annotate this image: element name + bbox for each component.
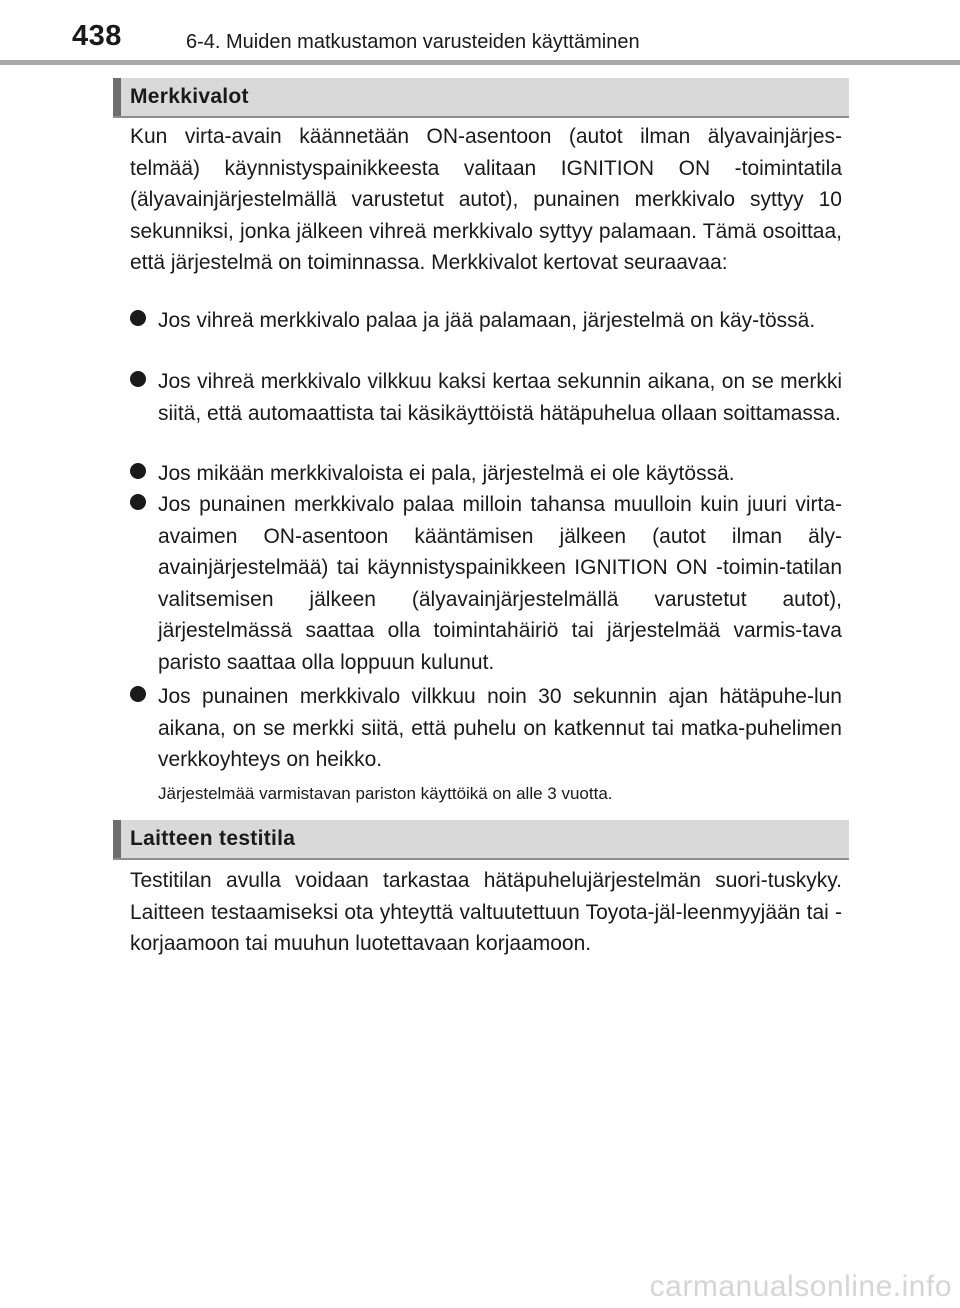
heading-accent-bar xyxy=(113,820,121,858)
chapter-title: 6-4. Muiden matkustamon varusteiden käyttäminen xyxy=(186,31,640,53)
section-heading-testitila xyxy=(113,820,849,860)
header-divider xyxy=(0,60,960,65)
list-item xyxy=(130,489,842,678)
list-item-text: Jos punainen merkkivalo palaa milloin tahansa muulloin kuin juuri virta-avaimen ON-asentoon kääntämisen jälkeen (autot ilman äly-avainjärjestelmää) tai käynnistyspainikkeen IGNITION ON -toimin-tatilan valitsemisen jälkeen (älyavainjärjestelmällä varustetut autot), järjestelmässä saattaa olla toimintahäiriö tai järjestelmää varmis-tava paristo saattaa olla loppuun kulunut. xyxy=(158,493,842,674)
bullet-icon xyxy=(130,310,146,326)
testitila-paragraph: Testitilan avulla voidaan tarkastaa hätäpuhelujärjestelmän suori-tuskyky. Laitteen testaamiseksi ota yhteyttä valtuutettuun Toyota-jäl-leenmyyjään tai -korjaamoon tai muuhun luotettavaan korjaamoon. xyxy=(130,869,842,955)
intro-paragraph: Kun virta-avain käännetään ON-asentoon (autot ilman älyavainjärjes-telmää) käynnistyspainikkeesta valitaan IGNITION ON -toimintatila (älyavainjärjestelmällä varustetut autot), punainen merkkivalo syttyy 10 sekunniksi, jonka jälkeen vihreä merkkivalo syttyy palamaan. Tämä osoittaa, että järjestelmä on toiminnassa. Merkkivalot kertovat seuraavaa: xyxy=(130,125,842,274)
watermark: carmanualsonline.info xyxy=(649,1270,952,1303)
list-item xyxy=(130,458,842,490)
list-item xyxy=(130,681,842,776)
bullet-icon xyxy=(130,463,146,479)
page-number: 438 xyxy=(72,20,122,52)
list-item-text: Jos mikään merkkivaloista ei pala, järjestelmä ei ole käytössä. xyxy=(158,462,735,485)
bullet-icon xyxy=(130,371,146,387)
list-item-text: Jos punainen merkkivalo vilkkuu noin 30 sekunnin ajan hätäpuhe-lun aikana, on se merkki siitä, että puhelu on katkennut tai matka-puhelimen verkkoyhteys on heikko. xyxy=(158,685,842,771)
list-item-text: Jos vihreä merkkivalo palaa ja jää palamaan, järjestelmä on käy-tössä. xyxy=(158,309,816,332)
section-heading-label: Merkkivalot xyxy=(130,85,249,108)
battery-note: Järjestelmää varmistavan pariston käyttöikä on alle 3 vuotta. xyxy=(158,784,613,803)
list-item-text: Jos vihreä merkkivalo vilkkuu kaksi kertaa sekunnin aikana, on se merkki siitä, että automaattista tai käsikäyttöistä hätäpuhelua ollaan soittamassa. xyxy=(158,370,842,425)
list-item xyxy=(130,305,842,337)
bullet-icon xyxy=(130,686,146,702)
bullet-icon xyxy=(130,494,146,510)
page-header xyxy=(0,0,960,64)
heading-accent-bar xyxy=(113,78,121,116)
section-heading-merkkivalot xyxy=(113,78,849,118)
list-item xyxy=(130,366,842,429)
section-heading-label: Laitteen testitila xyxy=(130,827,296,850)
